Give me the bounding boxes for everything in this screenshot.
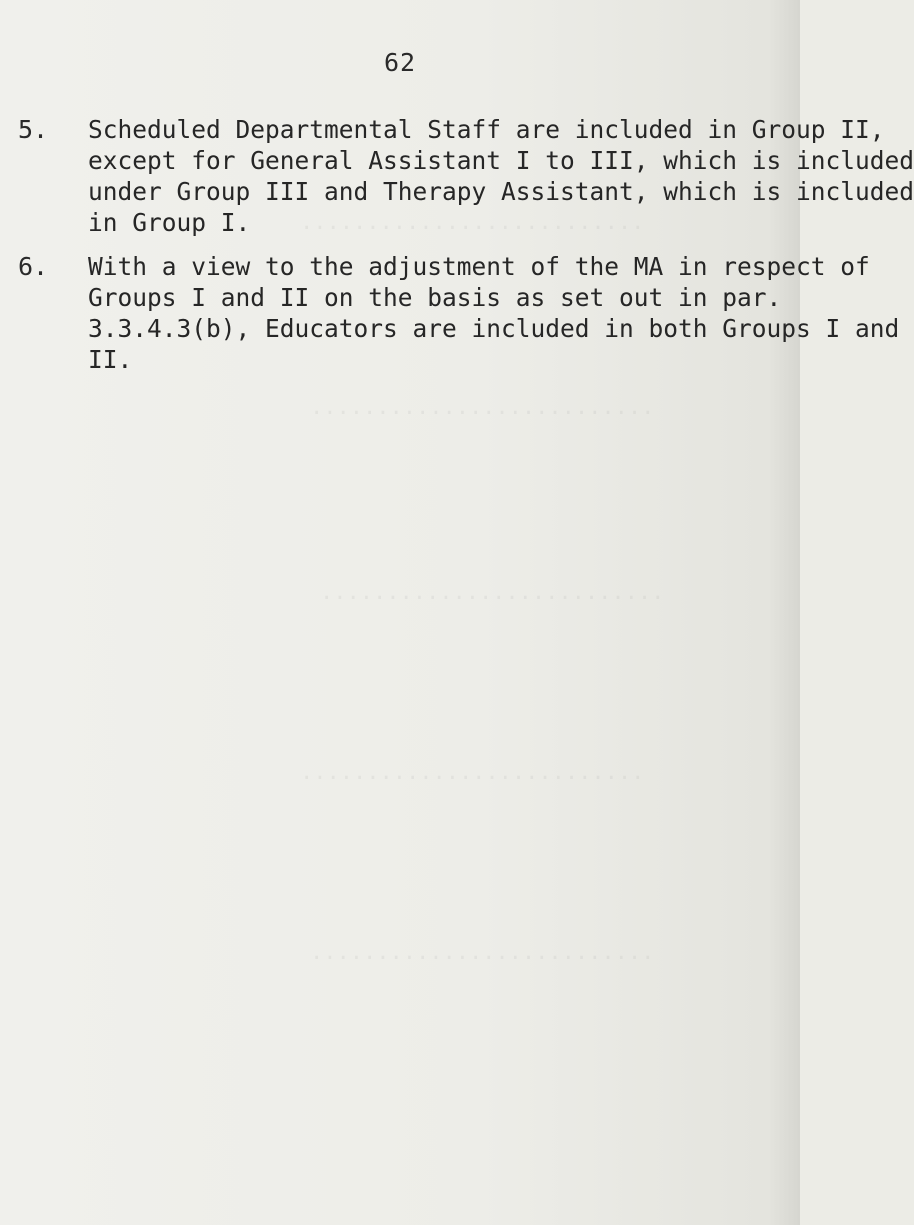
text-line: in Group I. [88,208,251,237]
paragraph-body [88,114,914,238]
show-through-decoration [310,940,654,965]
text-line: 3.3.4.3(b), Educators are included in both Groups I and [88,314,900,343]
show-through-decoration [300,760,644,785]
show-through-decoration [310,395,654,420]
text-line: With a view to the adjustment of the MA in respect of [88,252,870,281]
paragraph-body [88,251,900,375]
text-line: under Group III and Therapy Assistant, which is included [88,177,914,206]
show-through-decoration [320,580,664,605]
text-line: Groups I and II on the basis as set out in par. [88,283,782,312]
paragraph-number: 6. [18,252,49,281]
text-line: Scheduled Departmental Staff are included in Group II, [88,115,885,144]
text-line: except for General Assistant I to III, which is included [88,146,914,175]
text-line: II. [88,345,133,374]
page-number: 62 [383,48,417,77]
paragraph-number: 5. [18,115,49,144]
